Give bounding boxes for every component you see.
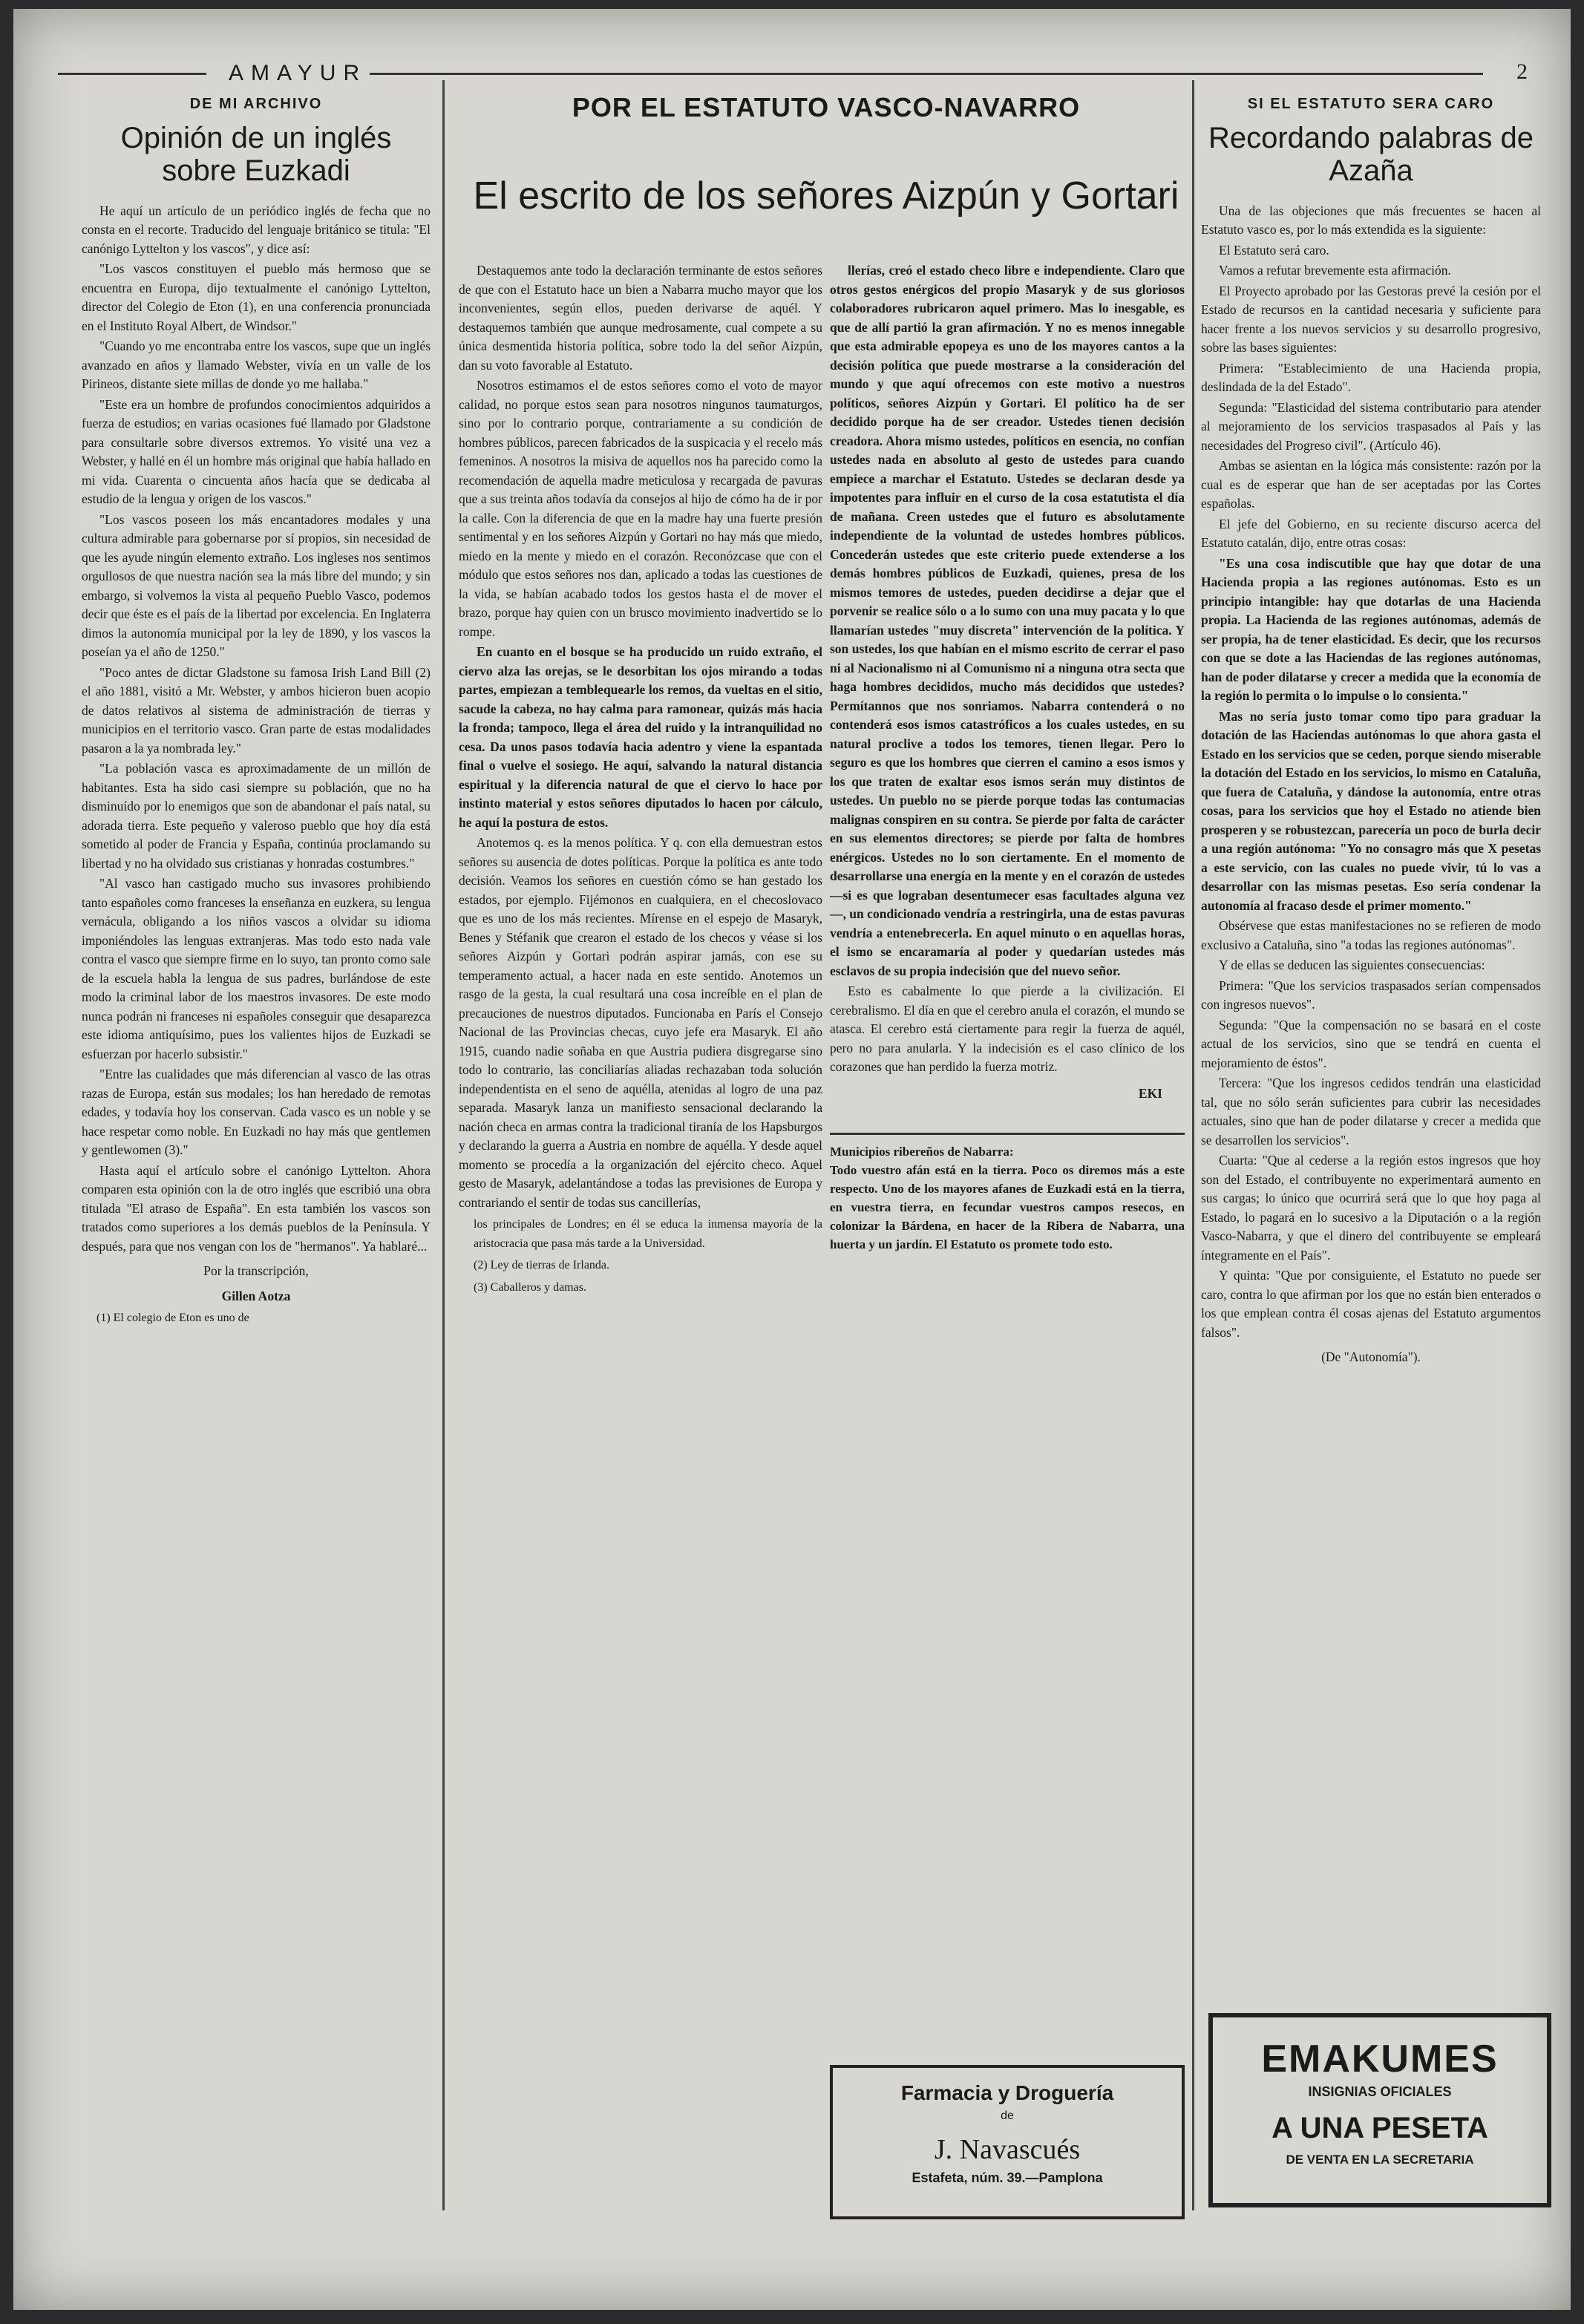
footnote: (1) El colegio de Eton es uno de — [96, 1312, 249, 1324]
masthead-rule-left — [58, 73, 206, 75]
signature: EKI — [1138, 1085, 1162, 1101]
signature-intro: Por la transcripción, — [203, 1263, 309, 1278]
ad-line: A UNA PESETA — [1272, 2112, 1488, 2144]
paragraph: "Poco antes de dictar Gladstone su famosa Irish Land Bill (2) el año 1881, visitó a Mr. Webster, y ambos hicieron buen acopio de datos relativos al sistema de administración de tierras y municipios en el territorio vasco. Gran parte de estas modalidades pasaron a la ya nombrada ley." — [82, 664, 431, 756]
article-title: Recordando palabras de Azaña — [1208, 121, 1534, 187]
paragraph: Y de ellas se deducen las siguientes consecuencias: — [1219, 958, 1485, 972]
paragraph: Cuarta: "Que al cederse a la región estos ingresos que hoy son del Estado, el contribuyente no experimentará aumento en sus cargas; lo único que ocurrirá será que lo que hoy paga al Estado, lo pagará en lo sucesivo a la Diputación o a la región Vasco-Nabarra, y que el dinero del contribuyente se empleará íntegramente en el País". — [1201, 1153, 1541, 1263]
paragraph: He aquí un artículo de un periódico inglés de fecha que no consta en el recorte. Traducido del lenguaje británico se titula: "El canónigo Lyttelton y los vascos", y dice así: — [82, 203, 431, 256]
paragraph: Destaquemos ante todo la declaración terminante de estos señores de que con el Estatuto hace un bien a Nabarra mucho mayor que los inconvenientes, según ellos, pueden derivarse de aquél. Y destaquemos también que aunque medrosamente, cual compete a su única desmentida historia política, sobre todo la del señor Aizpún, dan su voto favorable al Estatuto. — [459, 263, 822, 373]
paragraph: Tercera: "Que los ingresos cedidos tendrán una elasticidad tal, que no sólo serán suficientes para cubrir las necesidades actuales, sino que han de poder dilatarse y crecer a medida que se desarrollen los servicios". — [1201, 1076, 1541, 1148]
footnote: (2) Ley de tierras de Irlanda. — [474, 1259, 610, 1271]
article-title: Opinión de un inglés sobre Euzkadi — [120, 121, 392, 187]
paragraph: "Este era un hombre de profundos conocimientos adquiridos a fuerza de estudios; en varias ocasiones fué llamado por Gladstone para consultarle sobre diversos extremos. Yo visité una vez a Webster, y hallé en él un hombre más original que había hallado en mi vida. Cuarenta o cincuenta años hacía que se dedicaba al estudio de la lengua y origen de los vascos." — [82, 396, 431, 506]
signature: Gillen Aotza — [221, 1288, 291, 1303]
masthead-rule-right — [370, 73, 1483, 75]
paragraph: Mas no sería justo tomar como tipo para graduar la dotación de las Haciendas autónomas lo que ahora gasta el Estado en los servicios que se ceden, porque siendo miserable la dotación del Estado en los servicios, lo mismo en Cataluña, que fuera de Cataluña, y dándose la autonomía, entre otras cosas, para los servicios que hoy el Estado no atiende bien prosperen y se robustezcan, parecería un poco de burla decir a una región autónoma: "Yo no consagro más que X pesetas a este servicio, con las cuales no puede vivir, tú lo vas a desarrollar con las mismas pesetas. Eso sería condenar la autonomía al fracaso desde el primer momento." — [1201, 708, 1541, 913]
paragraph: Esto es cabalmente lo que pierde a la civilización. El cerebralismo. El día en que el cerebro anula el corazón, el mundo se atasca. El cerebro está ciertamente para regir la fuerza de aquél, pero no para anularla. Y la indecisión es el caso clínico de los corazones que han perdido la fuerza motriz. — [830, 983, 1185, 1074]
article-estatuto-col-b — [830, 261, 1185, 2028]
notice-heading: Municipios ribereños de Nabarra: — [830, 1145, 1014, 1159]
paragraph: "Al vasco han castigado mucho sus invasores prohibiendo tanto españoles como franceses la enseñanza en euzkera, su lengua vernácula, obligando a los niños vascos a olvidar su idioma imponiéndoles las lenguas extranjeras. Mas todo esto nada vale contra el vasco que siempre firme en lo suyo, tan pronto como sale de la escuela habla la lengua de sus padres, burlándose de este modo la criminal labor de los maestros invasores. De este modo nunca podrán ni franceses ni españoles conseguir que desaparezca este idioma antiquísimo, pues los valientes hijos de Euzkadi se esfuerzan por hacerlo subsistir." — [82, 876, 431, 1061]
paragraph: El Estatuto será caro. — [1219, 242, 1329, 258]
ad-line: EMAKUMES — [1261, 2037, 1499, 2081]
ad-line: Farmacia y Droguería — [900, 2081, 1114, 2104]
paragraph: Una de las objeciones que más frecuentes se hacen al Estatuto vasco es, por lo más extendida es la siguiente: — [1201, 203, 1541, 237]
paragraph: "Entre las cualidades que más diferencian al vasco de las otras razas de Europa, están sus modales; los han heredado de remotas edades, y todavía hoy los conservan. Cada vasco es un noble y se hace respetar como noble. En Euzkadi no hay más que gentlemen y gentlewomen (3)." — [82, 1067, 431, 1157]
footnote: (3) Caballeros y damas. — [474, 1280, 586, 1294]
column-divider — [1192, 80, 1194, 2210]
paragraph: Segunda: "Elasticidad del sistema contributario para atender al mejoramiento de los servicios traspasados al País y las necesidades del Progreso civil". (Artículo 46). — [1201, 399, 1541, 453]
paragraph: Primera: "Establecimiento de una Hacienda propia, deslindada de la del Estado". — [1201, 360, 1541, 394]
paragraph: En cuanto en el bosque se ha producido un ruido extraño, el ciervo alza las orejas, se le desorbitan los ojos mirando a todas partes, empiezan a temblequearle los remos, da vueltas en el sitio, sacude la cabeza, no hay calma para ramonear, quizás más hacia la fronda; tampoco, llega el área del ruido y la intranquilidad no cesa. Da unos pasos todavía hacia adentro y viene la espantada final o vuelve el sosiego. He aquí, salvando la natural distancia espiritual y la diferencia natural de que el ciervo lo hace por instinto material y estos señores diputados lo hacen por cálculo, he aquí la postura de estos. — [459, 644, 822, 830]
section-kicker: DE MI ARCHIVO — [189, 96, 323, 112]
ad-line: INSIGNIAS OFICIALES — [1308, 2084, 1452, 2099]
paragraph: Primera: "Que los servicios traspasados serían compensados con ingresos nuevos". — [1201, 978, 1541, 1012]
ad-line: Estafeta, núm. 39.—Pamplona — [912, 2170, 1103, 2185]
paragraph: El jefe del Gobierno, en su reciente discurso acerca del Estatuto catalán, dijo, entre otras cosas: — [1201, 516, 1541, 550]
paragraph: Nosotros estimamos el de estos señores como el voto de mayor calidad, no porque estos sean para nosotros ningunos taumaturgos, sino por lo contrario porque, contrariamente a su condición de hombres públicos, parecen fabricados de la suspicacia y el recelo más femeninos. A nosotros la misiva de aquellos nos ha parecido como la recomendación de aquella madre meticulosa y recargada de pavuras que a sus treinta años todavía da consejos al hijo de cómo ha de ir por la calle. Con la diferencia de que en la madre hay una fuerte presión sentimental y en los señores Aizpún y Gortari no hay más que miedo, miedo en la mente y miedo en el corazón. Reconózcase que con el módulo que estos señores nos dan, aplicado a todas las cuestiones de la vida, se habían acabado todos los gestos hasta el de mover el brazo, porque hay quien con un brusco movimiento inadvertido se lo rompe. — [459, 378, 822, 639]
paragraph: El Proyecto aprobado por las Gestoras prevé la cesión por el Estado de recursos en la cantidad necesaria y suficiente para hacer frente a los nuevos servicios y su desarrollo progresivo, sobre las bases siguientes: — [1201, 283, 1541, 355]
column-divider — [442, 80, 445, 2210]
paragraph: "Los vascos constituyen el pueblo más hermoso que se encuentra en Europa, dijo textualmente el canónigo Lyttelton, director del Colegio de Eton (1), en una conferencia pronunciada en el Instituto Royal Albert, de Windsor." — [82, 261, 431, 333]
paragraph: Ambas se asientan en la lógica más consistente: razón por la cual es de esperar que han de ser aceptadas por las Cortes españolas. — [1201, 458, 1541, 511]
newspaper-page — [13, 9, 1571, 2310]
paragraph: Hasta aquí el artículo sobre el canónigo Lyttelton. Ahora comparen esta opinión con la de otro inglés que escribió una obra titulada "El atraso de España". En esta también los vascos son tratados como superiores a los demás pueblos de la Península. Y después, para que nos vengan con los de "hermanos". Ya hablaré... — [82, 1162, 431, 1254]
notice-text: Todo vuestro afán está en la tierra. Poco os diremos más a este respecto. Uno de los mayores afanes de Euzkadi está en la tierra, en vuestra tierra, en fecundar vuestros campos resecos, en colonizar la Bárdena, en hacer de la Ribera de Nabarra, una huerta y un jardín. El Estatuto os promete todo esto. — [830, 1163, 1185, 1251]
paragraph: Obsérvese que estas manifestaciones no se refieren de modo exclusivo a Cataluña, sino "a todas las regiones autónomas". — [1201, 918, 1541, 952]
paragraph: "Los vascos poseen los más encantadores modales y una cultura admirable para gobernarse por sí propios, sin necesidad de que les ayude ningún elemento extraño. Los ingleses nos sentimos orgullosos de que nuestra nación sea la más libre del mundo; y sin embargo, si volvemos la vista al pequeño Pueblo Vasco, podemos decir que éste es el país de la libertad por excelencia. En Inglaterra dimos la autonomía municipal por la ley de 1890, y los vascos la poseían ya el año de 1250." — [82, 511, 431, 659]
masthead — [58, 48, 1542, 85]
section-kicker: SI EL ESTATUTO SERA CARO — [1247, 96, 1495, 112]
paragraph: llerías, creó el estado checo libre e independiente. Claro que otros gestos enérgicos del propio Masaryk y de sus gloriosos colaboradores rubricaron aquel primero. Mas lo inesgable, es que de allí partió la gran afirmación. Y no es menos innegable que esta admirable epopeya es uno de los mayores cantos a la decisión política que puede mostrarse a la consideración del mundo y que aquí ofrecemos con este motivo a nuestros políticos, señores Aizpún y Gortari. El político ha de ser decidido porque ha de ser creador. Ustedes tienen decisión creadora. Ahora mismo ustedes, políticos en esencia, no confían ustedes nada en absoluto al gesto de ustedes para cuando empiece a marchar el Estatuto. Ustedes se declaran desde ya impotentes para influir en el curso de la cosa estatutista el día de mañana. Creen ustedes que el futuro es absolutamente independiente de la voluntad de ustedes hombres públicos. Concederán ustedes que este criterio puede extenderse a los demás hombres públicos de Euzkadi, quienes, presa de los mismos temores de ustedes, pueden decidirse a dejar que el porvenir se realice sólo o a lo sumo con una muy pacata y lo que llamarían ustedes "muy discreta" intervención de la política. Y son ustedes, los que habían en el mismo escrito de cerrar el paso ni al Nacionalismo ni al Comunismo ni a ninguna otra secta que haga hombres decididos, mucho más decididos que ustedes? Permítannos que nos sonriamos. Nabarra contenderá o no contenderá esos ismos catastróficos a los cuales ustedes, en su natural proclive a todos los temores, tienen llegar. Pero lo seguro es que los hombres que cierren el camino a esos ismos y los que traten de exaltar esos ismos serán muy distintos de ustedes. Un pueblo no se pierde porque todas las contumacias malignas conspiren en su contra. Se pierde por falta de carácter en sus elementos directores; se pierde por falta de hombres enérgicos. Ustedes no lo son ciertamente. En el momento de desarrollarse una energía en la mente y en el corazón de ustedes—si es que lograban desentumecer esas facultades alguna vez—, un condicionado vendría a restringirla, una de estas pavuras vendría a entenebrecerla. En aquel minuto o en aquellas horas, el ismo se encaramaría al poder y quedarían ustedes más esclavos de su propia indecisión que del nuevo señor. — [830, 263, 1185, 978]
ad-line: J. Navascués — [934, 2134, 1081, 2165]
paragraph: Segunda: "Que la compensación no se basará en el coste actual de los servicios, sino que se tendrá en cuenta el mejoramiento de éstos". — [1201, 1017, 1541, 1070]
center-headline: El escrito de los señores Aizpún y Gortari — [473, 174, 1179, 217]
municipios-notice — [830, 1133, 1185, 1254]
article-english-opinion — [82, 80, 431, 2221]
ad-line: de — [1001, 2109, 1014, 2122]
newspaper-name: AMAYUR — [229, 61, 367, 85]
pharmacy-ad — [830, 2065, 1185, 2219]
center-kicker: POR EL ESTATUTO VASCO-NAVARRO — [572, 92, 1081, 122]
paragraph: "Cuando yo me encontraba entre los vascos, supe que un inglés avanzado en años y llamado Webster, vivía en un valle de los Pirineos, distante siete millas de donde yo me hallaba." — [82, 338, 431, 391]
paragraph: Anotemos q. es la menos política. Y q. con ella demuestran estos señores su ausencia de dotes políticas. Porque la política es ante todo decisión. Veamos los señores en cuestión cómo se han gestado los estados, por ejemplo. Fijémonos en cualquiera, en el checoslovaco que es uno de los más recientes. Mírense en el espejo de Masaryk, Benes y Stéfanik que crearon el estado de los checos y véase si los señores Aizpún y Gortari podrán aspirar jamás, con ese su temperamento actual, a hacer nada en este sentido. Anotemos un rasgo de la gesta, la cual resultará una cosa increíble en el plan de precauciones de nuestros diputados. Funcionaba en París el Consejo Nacional de las Provincias checas, cuyo jefe era Masaryk. El año 1915, cuando nadie soñaba en que Austria pudiera disgregarse sino todo lo contrario, las conciliarías aliadas rechazaban toda solución independentista en el seno de aquélla, atenidas al logro de una paz separada. Masaryk lanza un manifiesto sensacional declarando la nación checa en armas contra la tradicional tiranía de los Hapsburgos y declarando la guerra a Austria en nombre de aquélla. Y desde aquel momento se procedía a la organización del ejército checo. Aquel gesto de Masaryk, adelantándose a todas las previsiones de Europa y contrariando el sentir de todas sus cancillerías, — [459, 835, 822, 1210]
source-credit: (De "Autonomía"). — [1321, 1349, 1421, 1364]
article-estatuto-col-a — [459, 261, 822, 2221]
paragraph: "Es una cosa indiscutible que hay que dotar de una Hacienda propia a las regiones autónomas. Esto es un principio intangible: hay que dotarlas de una Hacienda propia. La Hacienda de las regiones autónomas, además de ser propia, ha de tener elasticidad. Es decir, que los recursos con que se dote a las Haciendas de las regiones autónomas, han de poder dilatarse y crecer a medida que la economía de la región lo permita o lo impulse o lo consienta." — [1201, 555, 1541, 703]
paragraph: Vamos a refutar brevemente esta afirmación. — [1219, 263, 1451, 278]
paragraph: Y quinta: "Que por consiguiente, el Estatuto no puede ser caro, contra lo que afirman por los que no están bien enterados o los que emplean contra él cosas ajenas del Estatuto argumentos falsos". — [1201, 1268, 1541, 1340]
page-number: 2 — [1516, 59, 1528, 84]
footnote-continued: los principales de Londres; en él se educa la inmensa mayoría de la aristocracia que pasa más tarde a la Universidad. — [474, 1218, 822, 1250]
article-azana — [1201, 80, 1541, 1983]
paragraph: "La población vasca es aproximadamente de un millón de habitantes. Esta ha sido casi siempre su población, que no ha disminuído por lo enemigos que son de abandonar el país natal, su adorada tierra. Este pequeño y valeroso pueblo que hoy día está sometido al poder de Francia y España, continúa proclamando su libertad y no ha olvidado sus cristianas y honradas costumbres." — [82, 761, 431, 871]
emakumes-ad — [1208, 2013, 1551, 2207]
ad-line: DE VENTA EN LA SECRETARIA — [1286, 2153, 1474, 2167]
